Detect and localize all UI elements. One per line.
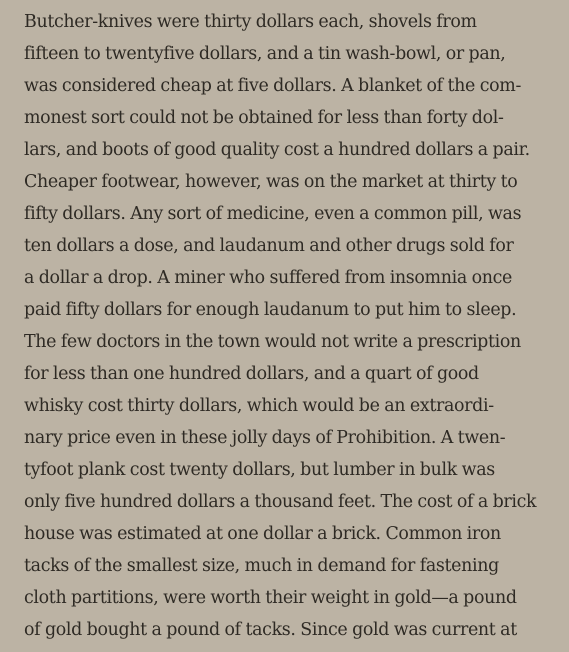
- text-line-6: Cheaper footwear, however, was on the market at thirty to: [24, 172, 518, 192]
- text-line-17: house was estimated at one dollar a brick. Common iron: [24, 524, 501, 544]
- text-line-9: a dollar a drop. A miner who suffered from insomnia once: [24, 268, 513, 288]
- text-line-1: Butcher-knives were thirty dollars each, shovels from: [24, 12, 477, 32]
- text-line-2: fifteen to twentyfive dollars, and a tin wash-bowl, or pan,: [24, 44, 506, 64]
- text-line-4: monest sort could not be obtained for less than forty dol-: [24, 108, 504, 128]
- text-line-10: paid fifty dollars for enough laudanum to put him to sleep.: [24, 300, 517, 320]
- text-line-19: cloth partitions, were worth their weight in gold—a pound: [24, 588, 517, 608]
- text-line-20: of gold bought a pound of tacks. Since gold was current at: [24, 620, 517, 640]
- text-line-11: The few doctors in the town would not write a prescription: [24, 332, 521, 352]
- text-line-12: for less than one hundred dollars, and a quart of good: [24, 364, 479, 384]
- text-line-15: tyfoot plank cost twenty dollars, but lumber in bulk was: [24, 460, 495, 480]
- text-line-14: nary price even in these jolly days of Prohibition. A twen-: [24, 428, 506, 448]
- text-line-5: lars, and boots of good quality cost a hundred dollars a pair.: [24, 140, 530, 160]
- text-line-7: fifty dollars. Any sort of medicine, even a common pill, was: [24, 204, 522, 224]
- text-line-18: tacks of the smallest size, much in demand for fastening: [24, 556, 499, 576]
- text-line-8: ten dollars a dose, and laudanum and other drugs sold for: [24, 236, 514, 256]
- text-line-16: only five hundred dollars a thousand feet. The cost of a brick: [24, 492, 537, 512]
- text-line-13: whisky cost thirty dollars, which would be an extraordi-: [24, 396, 494, 416]
- body-paragraph: [24, 6, 569, 646]
- text-line-3: was considered cheap at five dollars. A blanket of the com-: [24, 76, 521, 96]
